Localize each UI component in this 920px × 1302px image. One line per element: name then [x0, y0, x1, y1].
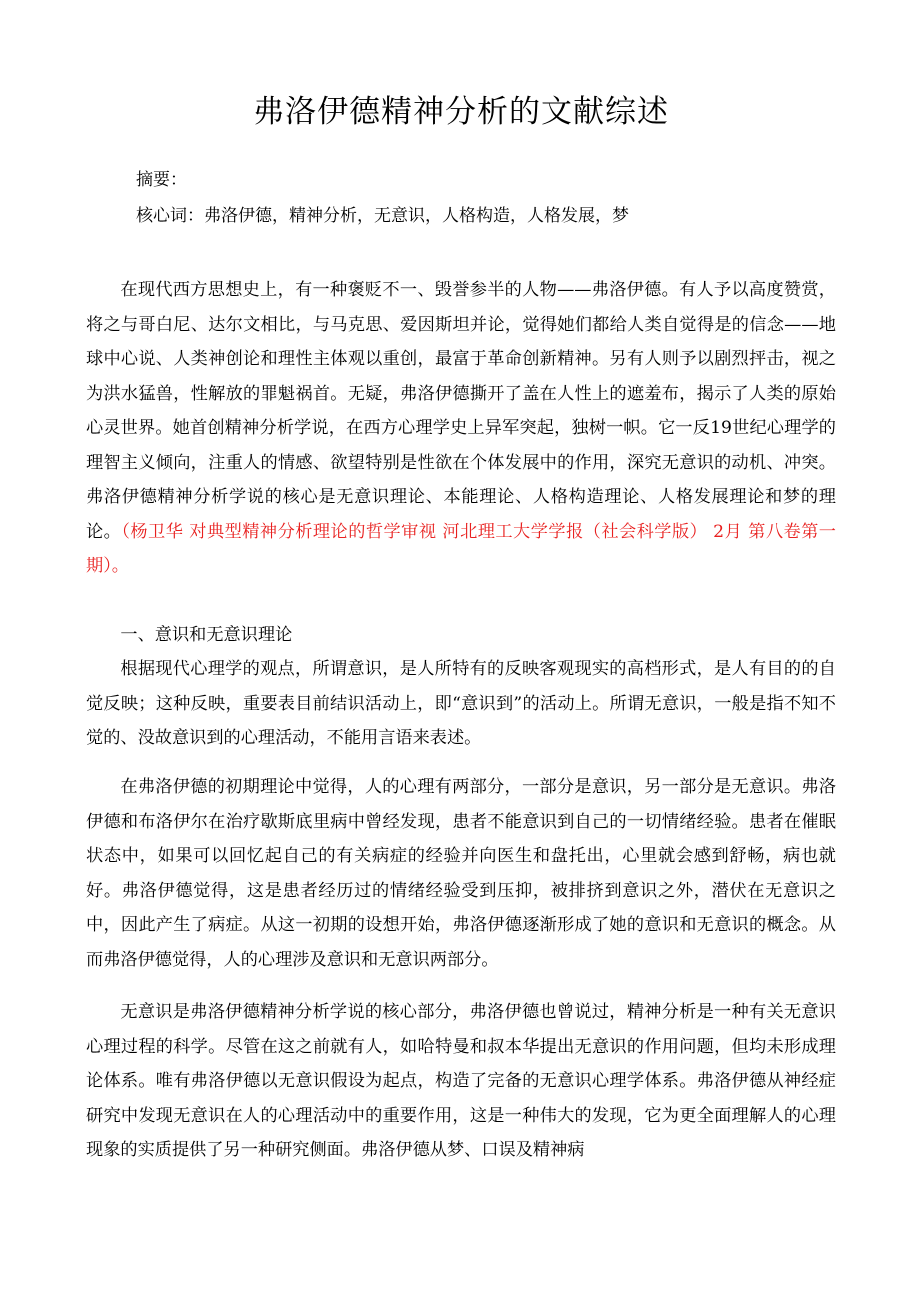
paragraph-intro-text: 在现代西方思想史上，有一种褒贬不一、毁誉参半的人物——弗洛伊德。有人予以高度赞赏，将之与哥白尼、达尔文相比，与马克思、爱因斯坦并论，觉得她们都给人类自觉得是的信念——地球中心说、人类神创论和理性主体观以重创，最富于革命创新精神。另有人则予以剧烈抨击，视之为洪水猛兽，性解放的罪魁祸首。无疑，弗洛伊德撕开了盖在人性上的遮羞布，揭示了人类的原始心灵世界。她首创精神分析学说，在西方心理学史上异军突起，独树一帜。它一反19世纪心理学的理智主义倾向，注重人的情感、欲望特别是性欲在个体发展中的作用，深究无意识的动机、冲突。弗洛伊德精神分析学说的核心是无意识理论、本能理论、人格构造理论、人格发展理论和梦的理论。	[86, 280, 836, 542]
keywords-line: 核心词：弗洛伊德，精神分析，无意识，人格构造，人格发展，梦	[136, 206, 629, 226]
abstract-label: 摘要：	[136, 170, 187, 190]
paragraph-consciousness: 根据现代心理学的观点，所谓意识，是人所特有的反映客观现实的高档形式，是人有目的的自觉反映；这种反映，重要表目前结识活动上，即“意识到”的活动上。所谓无意识，一般是指不知不觉的、没故意识到的心理活动，不能用言语来表述。	[86, 659, 836, 748]
paragraph-early-theory: 在弗洛伊德的初期理论中觉得，人的心理有两部分，一部分是意识，另一部分是无意识。弗洛伊德和布洛伊尔在治疗歇斯底里病中曾经发现，患者不能意识到自己的一切情绪经验。患者在催眠状态中，如果可以回忆起自己的有关病症的经验并向医生和盘托出，心里就会感到舒畅，病也就好。弗洛伊德觉得，这是患者经历过的情绪经验受到压抑，被排挤到意识之外，潜伏在无意识之中，因此产生了病症。从这一初期的设想开始，弗洛伊德逐渐形成了她的意识和无意识的概念。从而弗洛伊德觉得，人的心理涉及意识和无意识两部分。	[86, 777, 836, 970]
paragraph-intro	[86, 273, 836, 584]
citation-text: （杨卫华 对典型精神分析理论的哲学审视 河北理工大学学报（社会科学版） 2月 第八卷第一期）。	[86, 521, 836, 576]
paragraph-unconscious-core: 无意识是弗洛伊德精神分析学说的核心部分，弗洛伊德也曾说过，精神分析是一种有关无意识心理过程的科学。尽管在这之前就有人，如哈特曼和叔本华提出无意识的作用问题，但均未形成理论体系。唯有弗洛伊德以无意识假设为起点，构造了完备的无意识心理学体系。弗洛伊德从神经症研究中发现无意识在人的心理活动中的重要作用，这是一种伟大的发现，它为更全面理解人的心理现象的实质提供了另一种研究侧面。弗洛伊德从梦、口误及精神病	[86, 1002, 836, 1160]
document-title: 弗洛伊德精神分析的文献综述	[253, 94, 669, 130]
section-heading: 一、意识和无意识理论	[120, 625, 293, 645]
